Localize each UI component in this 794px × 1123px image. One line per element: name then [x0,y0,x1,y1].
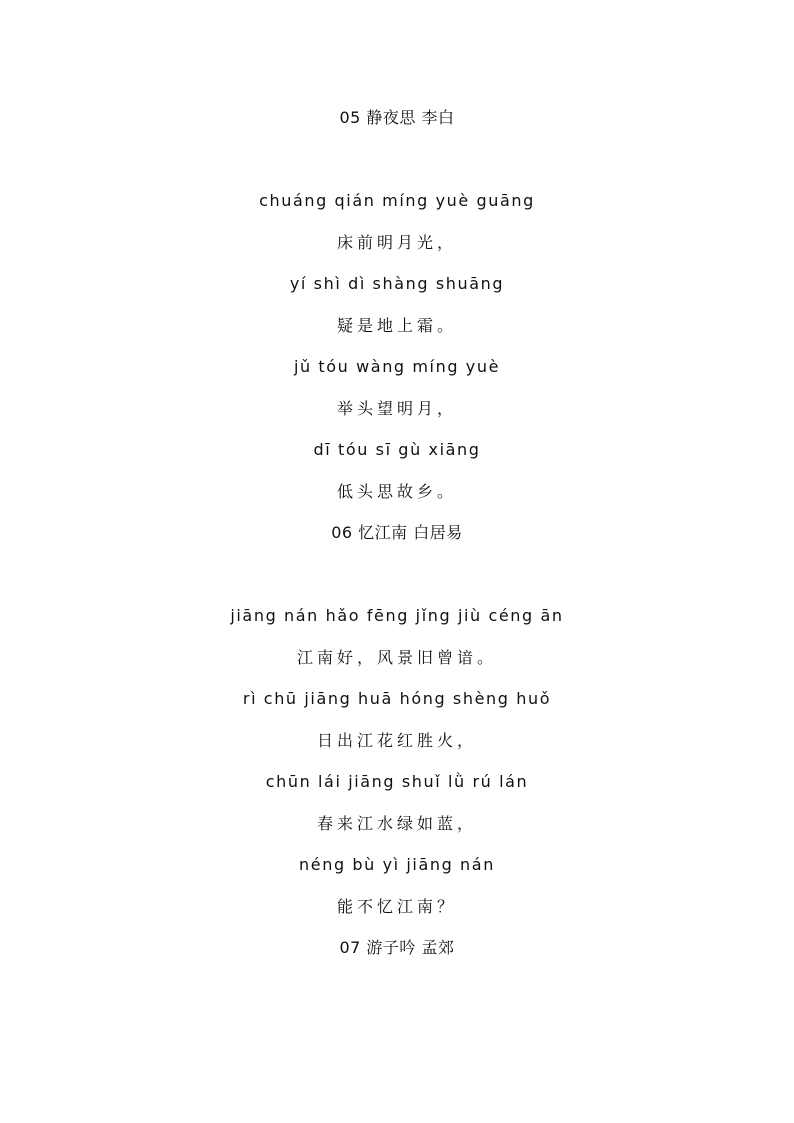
pinyin-line: jiāng nán hǎo fēng jǐng jiù céng ān [230,606,564,625]
verse-line: 能不忆江南？ [336,897,457,916]
verse-line: 春来江水绿如蓝， [316,814,477,833]
verse-line: 江南好，风景旧曾谙。 [296,648,497,667]
verse-line: 日出江花红胜火， [316,731,477,750]
poem-title-07: 07 游子吟 孟郊 [339,938,455,957]
pinyin-line: néng bù yì jiāng nán [299,855,495,874]
pinyin-line: yí shì dì shàng shuāng [289,274,505,293]
pinyin-line: chuáng qián míng yuè guāng [259,191,535,210]
verse-line: 疑是地上霜。 [336,316,457,335]
verse-line: 举头望明月， [336,399,457,418]
pinyin-line: rì chū jiāng huā hóng shèng huǒ [242,689,552,708]
pinyin-line: chūn lái jiāng shuǐ lǜ rú lán [265,772,529,791]
verse-line: 低头思故乡。 [336,482,457,501]
verse-line: 床前明月光， [336,233,457,252]
pinyin-line: jǔ tóu wàng míng yuè [293,357,501,376]
poem-title-05: 05 静夜思 李白 [339,108,455,127]
pinyin-line: dī tóu sī gù xiāng [313,440,481,459]
poem-title-06: 06 忆江南 白居易 [331,523,463,542]
